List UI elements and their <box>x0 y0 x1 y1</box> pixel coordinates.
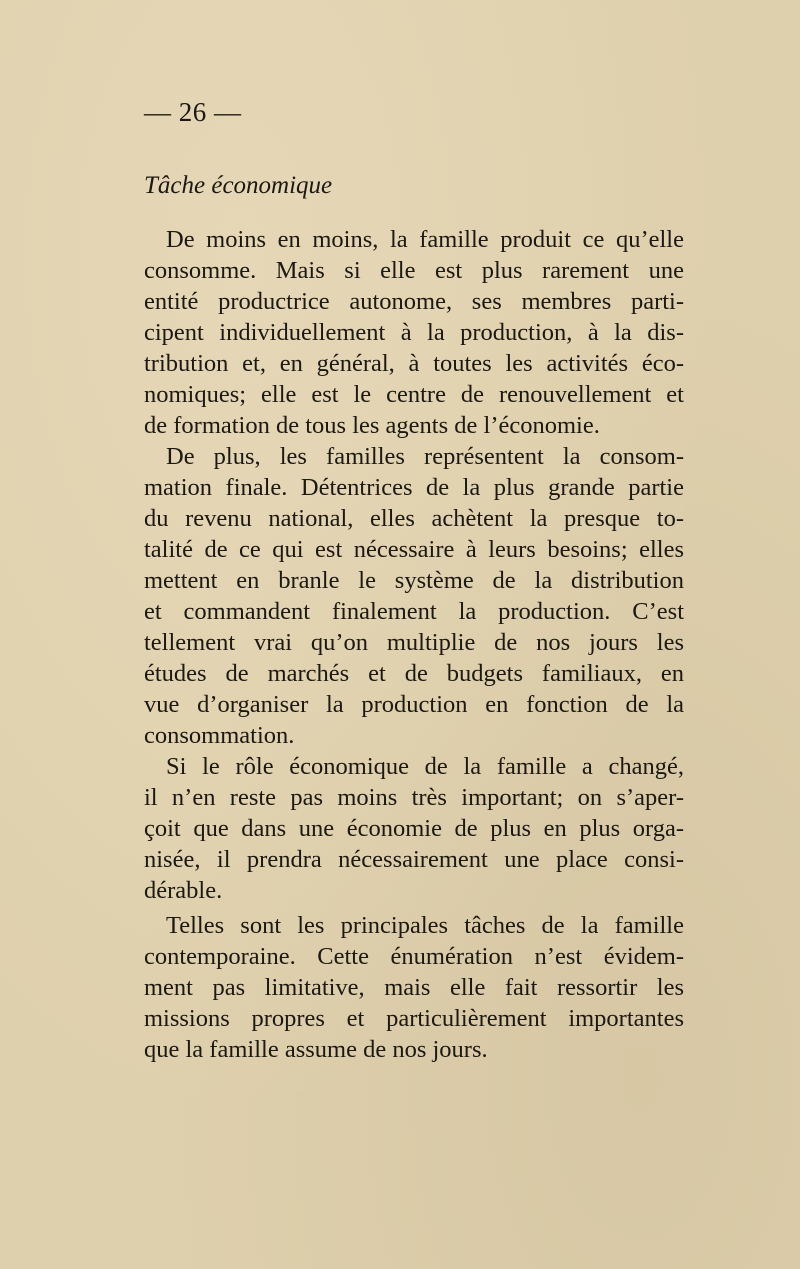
text-line: Telles sont les principales tâches de la famille <box>166 912 684 939</box>
paragraph-4 <box>144 910 684 1065</box>
text-line: missions propres et particulièrement importantes <box>144 1005 684 1032</box>
text-line: entité productrice autonome, ses membres parti- <box>144 288 684 315</box>
text-line: De moins en moins, la famille produit ce qu’elle <box>166 226 684 253</box>
text-line: contemporaine. Cette énumération n’est évidem- <box>144 943 684 970</box>
text-line: que la famille assume de nos jours. <box>144 1036 488 1063</box>
section-title: Tâche économique <box>144 172 333 199</box>
paragraph-3 <box>144 751 684 906</box>
text-line: De plus, les familles représentent la consom- <box>166 443 684 470</box>
text-block-conclusion <box>144 910 684 1065</box>
text-line: de formation de tous les agents de l’économie. <box>144 412 600 439</box>
paragraph-1 <box>144 224 684 441</box>
text-line: du revenu national, elles achètent la presque to- <box>144 505 684 532</box>
text-line: consomme. Mais si elle est plus rarement une <box>144 257 684 284</box>
text-line: çoit que dans une économie de plus en plus orga- <box>144 815 684 842</box>
text-line: il n’en reste pas moins très important; on s’aper- <box>144 784 684 811</box>
text-line: mation finale. Détentrices de la plus grande partie <box>144 474 684 501</box>
text-line: mettent en branle le système de la distribution <box>144 567 684 594</box>
text-line: dérable. <box>144 877 223 904</box>
text-line: nomiques; elle est le centre de renouvellement et <box>144 381 684 408</box>
text-line: études de marchés et de budgets familiaux, en <box>144 660 684 687</box>
paragraph-2 <box>144 441 684 751</box>
text-line: talité de ce qui est nécessaire à leurs besoins; elles <box>144 536 684 563</box>
text-line: consommation. <box>144 722 295 749</box>
text-line: tribution et, en général, à toutes les activités éco- <box>144 350 684 377</box>
text-line: vue d’organiser la production en fonction de la <box>144 691 684 718</box>
text-line: cipent individuellement à la production, à la dis- <box>144 319 684 346</box>
text-line: ment pas limitative, mais elle fait ressortir les <box>144 974 684 1001</box>
text-line: et commandent finalement la production. C’est <box>144 598 684 625</box>
text-line: nisée, il prendra nécessairement une place consi- <box>144 846 684 873</box>
page-number: — 26 — <box>144 97 242 127</box>
text-line: tellement vrai qu’on multiplie de nos jours les <box>144 629 684 656</box>
text-line: Si le rôle économique de la famille a changé, <box>166 753 684 780</box>
text-block-main <box>144 224 684 906</box>
